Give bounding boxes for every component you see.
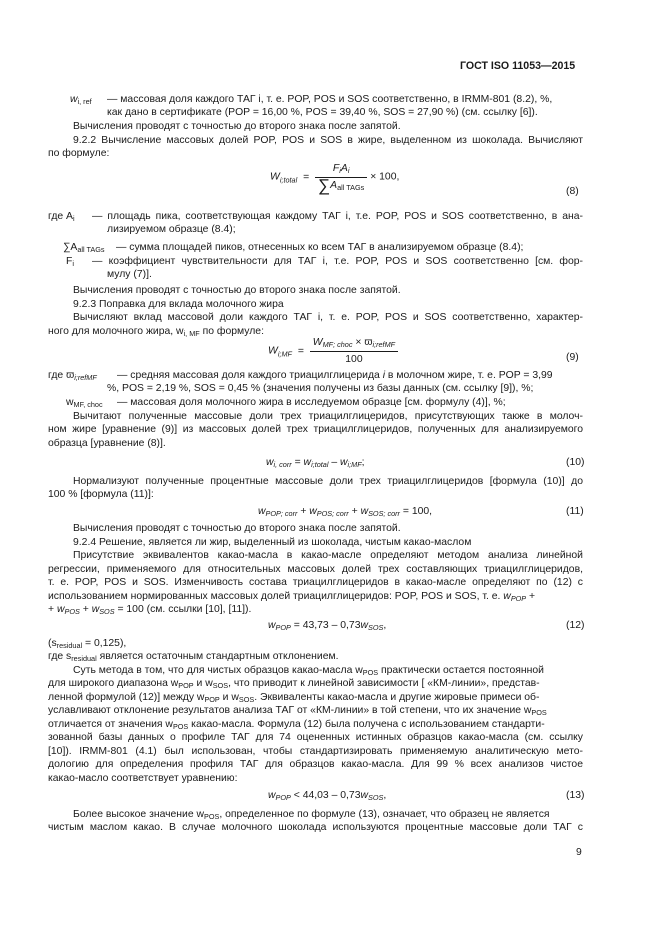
section-9-2-4-line-3: т. е. POP, POS и SOS. Изменчивость состава триацилглицеридов в какао-масле определяют по (12) с (48, 577, 583, 588)
method-line-2: для широкого диапазона $w_{POP}$ и $w_{SOS}$, что приводит к линейной зависимости [ «КМ-линии», представ- (48, 678, 540, 690)
s-residual-definition: где $s_{residual}$ является остаточным стандартным отклонением. (48, 651, 339, 663)
normalize-line-2: 100 % [формула (11)]: (48, 489, 154, 500)
equation-11: $w_{POP; corr} + w_{POS; corr} + w_{SOS; corr} = 100$, (258, 506, 433, 518)
equation-12: $w_{POP} = 43,73 - 0,73w_{SOS}$, (268, 620, 387, 632)
w-mf-choc-desc: — массовая доля молочного жира в исследуемом образце [см. формулу (4)], %; (117, 397, 506, 408)
w-iref-symbol: $w_{i, ref}$ (70, 94, 92, 106)
section-9-2-4-line-4: использованием нормированных массовых долей триацилглицеридов: POP, POS и SOS, т. е. $w_{POP}$ + (48, 591, 536, 603)
equation-11-number: (11) (566, 506, 584, 517)
F-i-symbol: $F_i$ (66, 256, 74, 268)
section-9-2-3-title: 9.2.3 Поправка для вклада молочного жира (73, 299, 284, 310)
equation-9: $W_{i;MF}$ = $\frac{W_{MF; choc} \times ϖ_{i;refMF}}{100}$ (268, 336, 398, 367)
omega-desc-line-2: %, POS = 2,19 %, SOS = 0,45 % (значения получены из базы данных (см. ссылку [9]), %; (107, 383, 534, 394)
method-line-1: Суть метода в том, что для чистых образцов какао-масла $w_{POS}$ практически остается постоянной (73, 665, 544, 677)
normalize-line-1: Нормализуют полученные процентные массовые доли трех триацилглицеридов [формула (10)] до (73, 476, 583, 487)
higher-value-line-2: чистым маслом какао. В случае молочного шоколада используются процентные массовые доли ТАГ с (48, 822, 583, 833)
F-i-desc-line-2: мулу (7)]. (107, 269, 152, 280)
section-9-2-4-title: 9.2.4 Решение, является ли жир, выделенный из шоколада, чистым какао-маслом (73, 537, 472, 548)
section-9-2-4-line-2: регрессии, применяемого для относительных массовых долей трех составляющих триацилглицеридов, (48, 564, 583, 575)
method-line-8: дологию для определения профиля ТАГ для образцов какао-масла. Для 99 % всех анализов чистое (48, 759, 583, 770)
equation-8-number: (8) (566, 186, 579, 197)
w-mf-choc-symbol: $w_{MF, choc}$ (66, 397, 103, 409)
equation-13-number: (13) (566, 790, 585, 801)
A-i-symbol: где $A_i$ (48, 211, 75, 223)
A-i-desc-line-2: лизируемом образце (8.4); (107, 224, 236, 235)
equation-8: $W_{i;total}$ = $\frac{F_iA_i}{\sum A_{all TAGs}}$ × 100, (270, 163, 400, 195)
method-line-4: уславливают отклонение результатов анализа ТАГ от «КМ-линии» в той степени, что их значение $w_{POS}$ (48, 705, 547, 717)
method-line-7: [10]). IRMM-801 (4.1) был использован, чтобы стандартизировать применяемую аналитическую мето- (48, 746, 583, 757)
section-9-2-3-line-2: ного для молочного жира, $w_{i, MF}$ по формуле: (48, 326, 264, 338)
A-i-desc-line-1: — площадь пика, соответствующая каждому ТАГ i, т.е. POP, POS и SOS соответственно, в ана- (92, 211, 583, 222)
higher-value-line-1: Более высокое значение $w_{POS}$, определенное по формуле (13), означает, что образец не является (73, 809, 550, 821)
sum-A-desc: — сумма площадей пиков, отнесенных ко всем ТАГ в анализируемом образце (8.4); (116, 242, 524, 253)
subtract-line-2: ном жире [уравнение (9)] из массовых долей трех триацилглицеридов, полученных для анализируемого (48, 424, 583, 435)
equation-13: $w_{POP} < 44,03 - 0,73w_{SOS}$, (268, 790, 387, 802)
w-iref-desc-line-2: как дано в сертификате (POP = 16,00 %, POS = 39,40 %, SOS = 27,90 %) (см. ссылку [6]). (107, 107, 538, 118)
omega-symbol: где $ϖ_{i;refMF}$ (48, 370, 97, 382)
document-id: ГОСТ ISO 11053—2015 (460, 60, 576, 72)
equation-12-number: (12) (566, 620, 585, 631)
method-line-6: зованной базы данных о профиле ТАГ для 74 оцененных истинных образцов какао-масла (см. ссылку (48, 732, 583, 743)
precision-note-3: Вычисления проводят с точностью до второго знака после запятой. (73, 523, 401, 534)
F-i-desc-line-1: — коэффициент чувствительности для ТАГ i, т.е. POP, POS и SOS соответственно [см. фор- (92, 256, 583, 267)
omega-desc-line-1: — средняя массовая доля каждого триацилглицерида i в молочном жире, т. е. POP = 3,99 (117, 370, 553, 381)
method-line-9: какао-масло соответствует уравнению: (48, 773, 238, 784)
section-9-2-4-line-5: + $w_{POS} + w_{SOS} = 100$ (см. ссылки [10], [11]). (48, 604, 252, 616)
subtract-line-1: Вычитают полученные массовые доли трех триацилглицеридов, присутствующих также в молоч- (73, 411, 583, 422)
section-9-2-4-line-1: Присутствие эквивалентов какао-масла в какао-масле определяют методом анализа линейной (73, 550, 583, 561)
page-number: 9 (576, 847, 582, 858)
precision-note-1: Вычисления проводят с точностью до второго знака после запятой. (73, 121, 401, 132)
section-9-2-2-line-1: 9.2.2 Вычисление массовых долей POP, POS и SOS в жире, выделенном из шоколада. Вычисляют (73, 135, 583, 146)
method-line-5: отличается от значения $w_{POS}$ какао-масла. Формула (12) была получена с использованием стандарти- (48, 719, 545, 731)
s-residual-value: $(s_{residual} = 0,125)$, (48, 638, 127, 650)
subtract-line-3: образца [уравнение (8)]. (48, 438, 166, 449)
equation-9-number: (9) (566, 352, 579, 363)
section-9-2-2-line-2: по формуле: (48, 148, 110, 159)
sum-A-symbol: $\sum A_{all TAGs}$ (63, 242, 105, 254)
precision-note-2: Вычисления проводят с точностью до второго знака после запятой. (73, 285, 401, 296)
equation-10-number: (10) (566, 457, 585, 468)
method-line-3: ленной формулой (12)] между $w_{POP}$ и $w_{SOS}$. Эквиваленты какао-масла и другие жировые примеси об- (48, 692, 540, 704)
section-9-2-3-line-1: Вычисляют вклад массовой доли каждого ТАГ i, т. е. POP, POS и SOS соответственно, характер- (73, 312, 583, 323)
w-iref-desc-line-1: — массовая доля каждого ТАГ i, т. е. POP, POS и SOS соответственно, в IRMM-801 (8.2), %, (107, 94, 553, 105)
equation-10: $w_{i, corr} = w_{i;total} - w_{i;MF}$; (266, 457, 365, 469)
